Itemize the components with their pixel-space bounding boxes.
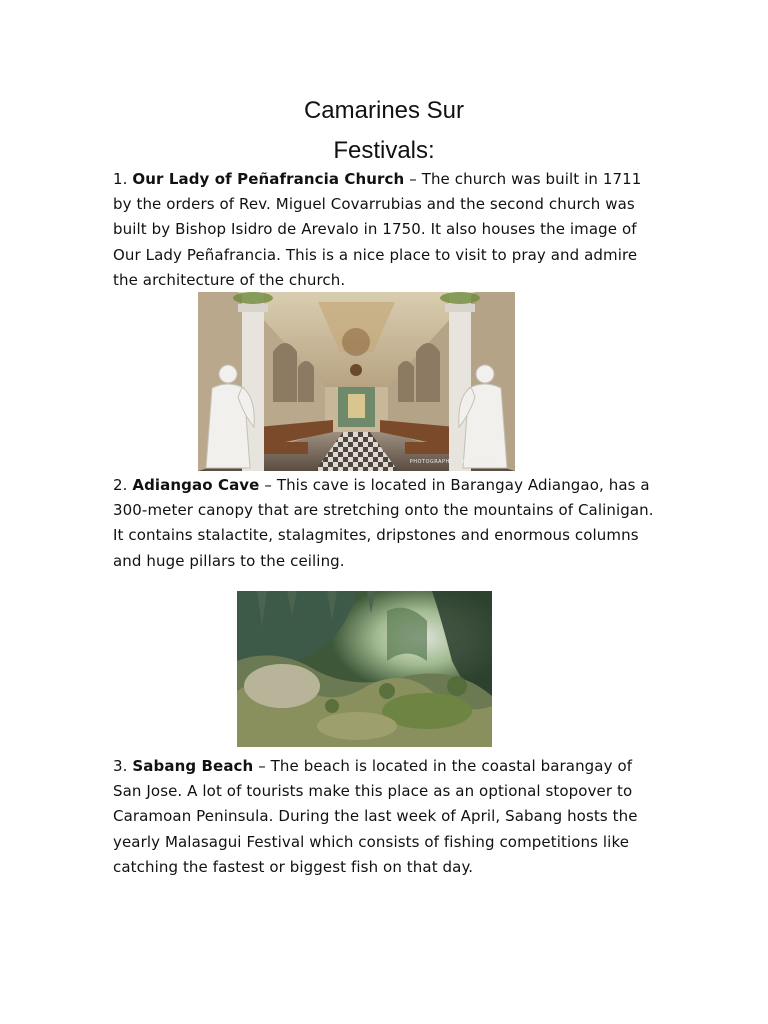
item-cave — [113, 473, 658, 574]
item-name: Our Lady of Peñafrancia Church — [132, 170, 405, 188]
item-name: Sabang Beach — [132, 757, 254, 775]
item-description: The church was built in 1711 by the orders of Rev. Miguel Covarrubias and the second church was built by Bishop Isidro de Arevalo in 1750. It also houses the image of Our Lady Peñafrancia. This is a nice place to visit to pray and admire the architecture of the church. — [113, 170, 642, 289]
cave-photo — [237, 591, 492, 747]
cave-illustration — [237, 591, 492, 747]
item-description: This cave is located in Barangay Adiangao, has a 300-meter canopy that are stretching onto the mountains of Calinigan. It contains stalactite, stalagmites, dripstones and enormous columns and huge pillars to the ceiling. — [113, 476, 654, 570]
item-dash: – — [258, 757, 266, 775]
item-church — [113, 167, 658, 293]
church-interior-illustration — [198, 292, 515, 471]
church-interior-photo — [198, 292, 515, 471]
item-dash: – — [409, 170, 417, 188]
photo-credit: PHOTOGRAPHY • NONI MAZO — [409, 459, 495, 465]
page-subtitle: Festivals: — [333, 137, 435, 164]
item-beach — [113, 754, 658, 880]
item-description: The beach is located in the coastal barangay of San Jose. A lot of tourists make this place as an optional stopover to Caramoan Peninsula. During the last week of April, Sabang hosts the yearly Malasagui Festival which consists of fishing competitions like catching the fastest or biggest fish on that day. — [113, 757, 638, 876]
page-title: Camarines Sur — [303, 97, 465, 124]
item-number: 3. — [113, 757, 128, 775]
item-number: 1. — [113, 170, 128, 188]
item-name: Adiangao Cave — [132, 476, 260, 494]
item-number: 2. — [113, 476, 128, 494]
item-dash: – — [264, 476, 272, 494]
